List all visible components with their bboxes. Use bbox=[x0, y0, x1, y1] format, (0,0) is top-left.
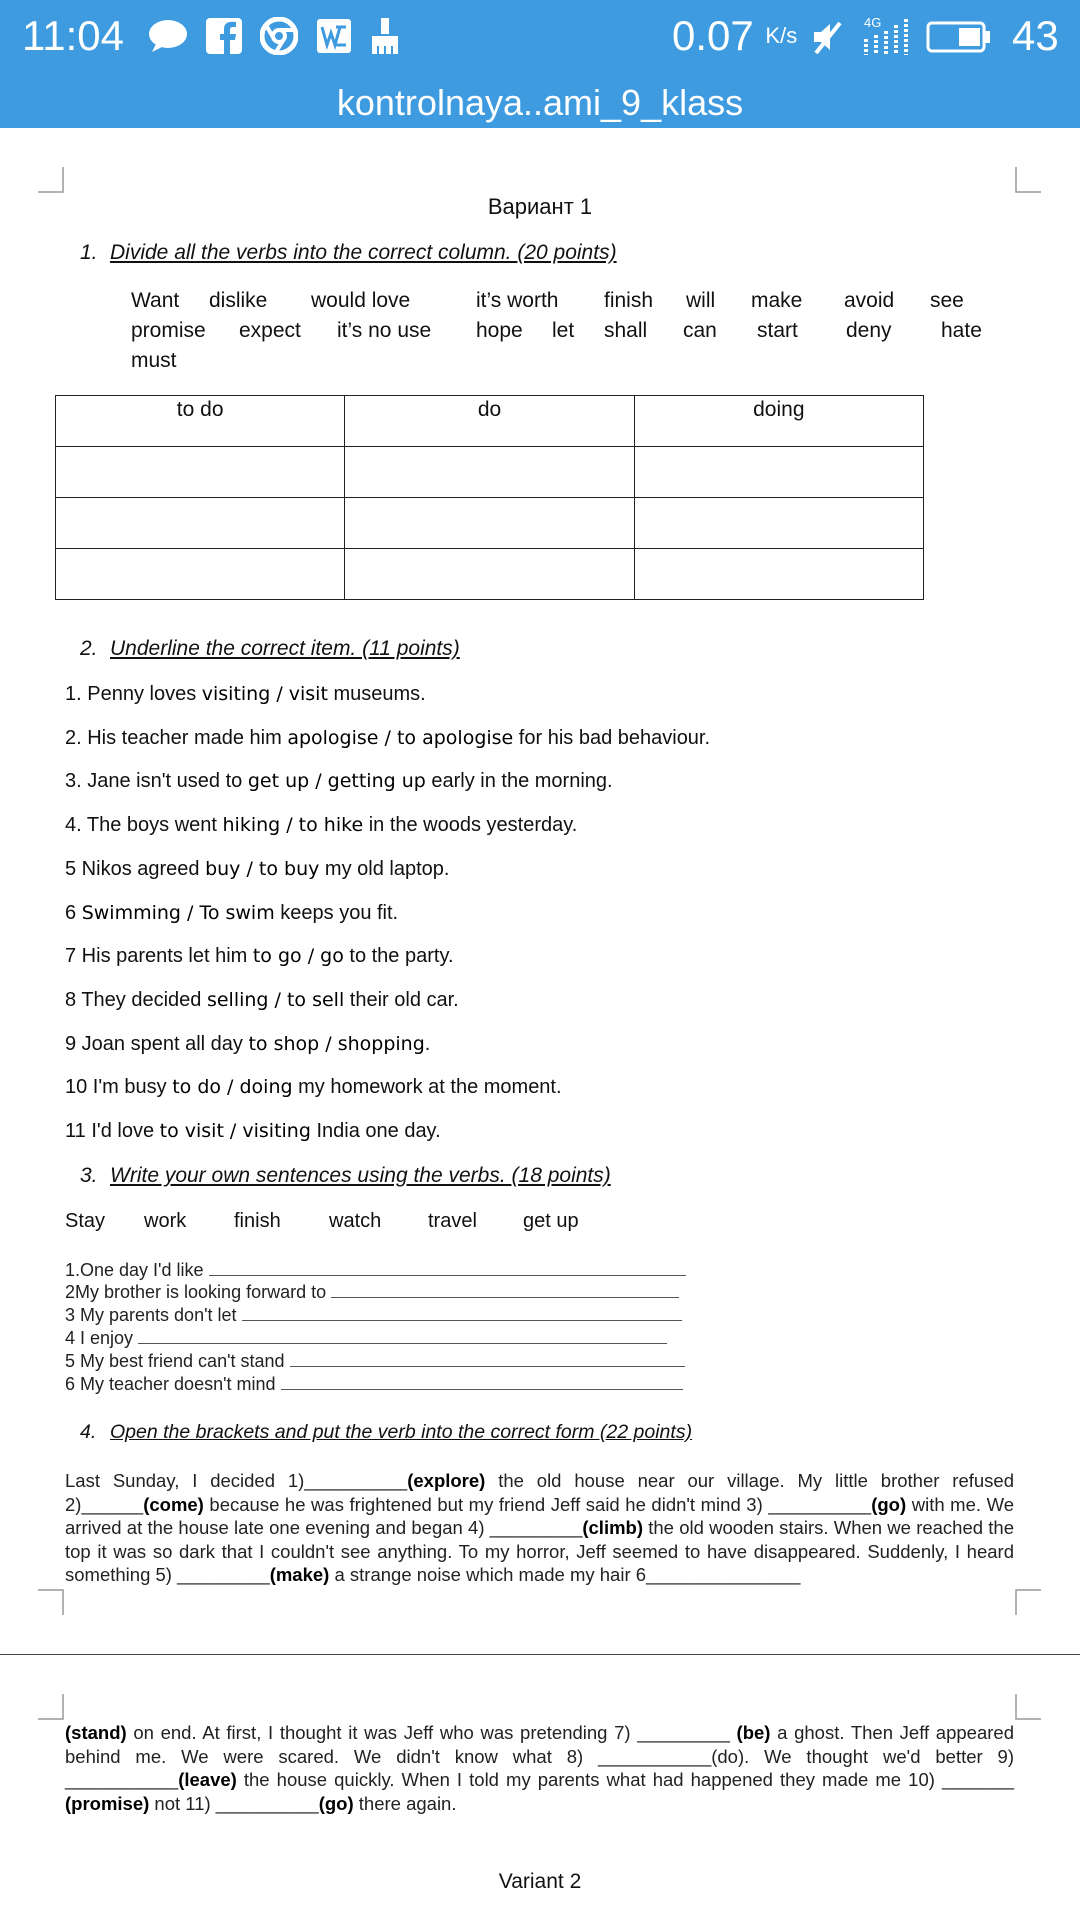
answer-options: to shop / shopping bbox=[248, 1032, 425, 1055]
page-corner-mark bbox=[1015, 1694, 1041, 1720]
task-number: 4. bbox=[80, 1421, 97, 1443]
column-header: do bbox=[345, 396, 634, 447]
verb-hint: (come) bbox=[143, 1493, 204, 1515]
chrome-icon bbox=[260, 17, 298, 55]
sentence-text: 7 His parents let him bbox=[65, 945, 253, 968]
sentence-text: to the party. bbox=[343, 945, 454, 968]
sentence-text: museums. bbox=[327, 683, 426, 705]
verb-hint: (stand) bbox=[65, 1722, 127, 1743]
blank-line bbox=[331, 1281, 679, 1298]
sentence-text: 11 I'd love bbox=[65, 1120, 160, 1142]
app-bar bbox=[0, 0, 1080, 128]
variant-heading: Вариант 1 bbox=[487, 194, 593, 219]
verb-table bbox=[55, 395, 924, 600]
net-speed bbox=[672, 10, 797, 62]
story-text: there again. bbox=[353, 1792, 457, 1814]
sentence-prompt: 3 My parents don't let bbox=[65, 1305, 237, 1325]
task-2-item bbox=[65, 727, 710, 750]
task-number: 2. bbox=[80, 637, 98, 660]
network-type: 4G bbox=[864, 15, 882, 30]
table-row bbox=[56, 447, 924, 498]
verb: see bbox=[930, 289, 964, 312]
sentence-text: 6 bbox=[65, 901, 82, 924]
net-speed-unit: K/s bbox=[765, 23, 798, 48]
table-cell bbox=[56, 447, 345, 498]
answer-options: hiking / to hike bbox=[222, 814, 364, 837]
verb: travel bbox=[428, 1210, 477, 1232]
verb: would love bbox=[311, 289, 411, 312]
task-title: Open the brackets and put the verb into the correct form (22 points) bbox=[110, 1421, 693, 1443]
answer-options: to do / doing bbox=[172, 1076, 293, 1099]
verb: Stay bbox=[65, 1210, 106, 1232]
table-cell bbox=[345, 447, 634, 498]
sentence-line bbox=[65, 1327, 667, 1349]
verb: let bbox=[552, 319, 575, 342]
verb: get up bbox=[523, 1210, 579, 1232]
sentence-prompt: 4 I enjoy bbox=[65, 1328, 134, 1348]
facebook-icon bbox=[206, 18, 242, 54]
sentence-text: for his bad behaviour. bbox=[513, 726, 711, 749]
battery-level: 43 bbox=[1012, 12, 1059, 59]
task-2-item bbox=[65, 683, 426, 706]
blank-line bbox=[242, 1304, 682, 1321]
task-2-item bbox=[65, 989, 459, 1012]
column-header: to do bbox=[56, 396, 345, 447]
task-4-heading bbox=[80, 1421, 692, 1444]
answer-options: visiting / visit bbox=[201, 683, 328, 705]
sentence-text: 8 They decided bbox=[65, 988, 207, 1011]
sentence-line bbox=[65, 1304, 682, 1326]
task-2-item bbox=[65, 902, 398, 925]
table-row bbox=[56, 549, 924, 600]
document-page[interactable] bbox=[0, 128, 1080, 1920]
sentence-text: 4. The boys went bbox=[65, 814, 223, 837]
story-paragraph-1 bbox=[65, 1469, 1014, 1587]
sentence-prompt: 1.One day I'd like bbox=[65, 1260, 204, 1280]
answer-options: get up / getting up bbox=[247, 770, 426, 793]
verb-hint: (climb) bbox=[582, 1517, 643, 1538]
verb: start bbox=[757, 319, 798, 342]
verb: finish bbox=[234, 1210, 281, 1232]
signal-indicator bbox=[860, 17, 912, 57]
verb: deny bbox=[846, 319, 892, 342]
sentence-text: 2. His teacher made him bbox=[65, 726, 288, 749]
verb-hint: (make) bbox=[269, 1564, 330, 1585]
table-cell bbox=[56, 549, 345, 600]
verb-hint: (leave) bbox=[178, 1769, 237, 1790]
sentence-text: 10 I'm busy bbox=[65, 1076, 173, 1099]
page-corner-mark bbox=[38, 1694, 64, 1720]
verb-hint: (go) bbox=[318, 1792, 354, 1814]
sentence-line bbox=[65, 1373, 683, 1395]
task-1-heading bbox=[80, 241, 617, 265]
verb: hate bbox=[941, 319, 982, 342]
verb: must bbox=[131, 349, 177, 372]
sentence-text: 5 Nikos agreed bbox=[65, 857, 206, 880]
story-text: because he was frightened but my friend Jeff said he didn't mind 3) __________ bbox=[203, 1493, 872, 1515]
task-2-item bbox=[65, 1033, 430, 1056]
document-title: kontrolnaya..ami_9_klass bbox=[336, 82, 744, 123]
task-2-item bbox=[65, 770, 613, 793]
sentence-text: . bbox=[424, 1032, 431, 1055]
story-paragraph-2 bbox=[65, 1721, 1014, 1815]
task-title: Write your own sentences using the verbs. (18 points) bbox=[110, 1164, 611, 1187]
story-text: a strange noise which made my hair 6_______________ bbox=[329, 1564, 801, 1585]
battery-icon bbox=[926, 21, 992, 53]
verb: shall bbox=[604, 319, 648, 342]
task-2-item bbox=[65, 814, 577, 837]
story-text: the house quickly. When I told my parents what had happened they made me 10) _______ bbox=[236, 1769, 1014, 1790]
table-cell bbox=[56, 498, 345, 549]
story-text: the old wooden stairs. When we reached the top it was so dark that I couldn't see anything. To my horror, Jeff seemed to have disappeared. Suddenly, I heard something 5) _________ bbox=[65, 1517, 1015, 1585]
task-number: 1. bbox=[80, 241, 98, 264]
verb-hint: (be) bbox=[736, 1722, 771, 1743]
cleaner-icon bbox=[370, 18, 400, 54]
answer-options: buy / to buy bbox=[205, 857, 320, 880]
sentence-prompt: 5 My best friend can't stand bbox=[65, 1351, 285, 1371]
variant-heading: Variant 2 bbox=[498, 1870, 582, 1893]
story-text: not 11) __________ bbox=[149, 1792, 319, 1814]
blank-line bbox=[138, 1327, 667, 1344]
sentence-text: early in the morning. bbox=[425, 770, 613, 793]
column-header: doing bbox=[634, 396, 923, 447]
table-cell bbox=[345, 498, 634, 549]
story-text: with me. We arrived at the house late one evening and began 4) _________ bbox=[65, 1493, 1015, 1538]
sentence-line bbox=[65, 1281, 679, 1303]
verb: will bbox=[686, 289, 716, 312]
answer-options: Swimming / To swim bbox=[81, 901, 275, 924]
story-text: on end. At first, I thought it was Jeff who was pretending 7) _________ bbox=[126, 1722, 737, 1743]
verb: watch bbox=[329, 1210, 382, 1232]
blank-line bbox=[290, 1350, 685, 1367]
verb: it’s worth bbox=[476, 289, 559, 312]
verb: promise bbox=[131, 319, 206, 342]
task-2-item bbox=[65, 858, 449, 881]
verb: hope bbox=[476, 319, 523, 342]
verb: expect bbox=[239, 319, 301, 342]
notification-icons bbox=[148, 14, 400, 58]
sentence-text: their old car. bbox=[344, 988, 459, 1011]
task-2-item bbox=[65, 945, 454, 968]
story-text: Last Sunday, I decided 1)__________ bbox=[65, 1470, 408, 1491]
mute-icon bbox=[810, 19, 846, 55]
sentence-text: 9 Joan spent all day bbox=[65, 1032, 249, 1055]
page-corner-mark bbox=[1015, 1589, 1041, 1615]
sentence-line bbox=[65, 1350, 685, 1372]
sentence-text: 3. Jane isn't used to bbox=[65, 770, 248, 793]
verb-hint: (promise) bbox=[65, 1792, 150, 1814]
sentence-line bbox=[65, 1259, 686, 1281]
story-text: a ghost. Then Jeff appeared behind me. We were scared. We didn't know what 8) ___________(do). We thought we'd better 9) ___________ bbox=[65, 1722, 1014, 1790]
blank-line bbox=[209, 1259, 686, 1276]
clock: 11:04 bbox=[22, 12, 124, 59]
verb: can bbox=[683, 319, 717, 342]
verb: avoid bbox=[844, 289, 895, 312]
verb: work bbox=[144, 1210, 187, 1232]
task-3-heading bbox=[80, 1164, 611, 1188]
task-number: 3. bbox=[80, 1164, 98, 1187]
task-2-item bbox=[65, 1120, 441, 1143]
sentence-prompt: 6 My teacher doesn't mind bbox=[65, 1374, 276, 1394]
page-separator bbox=[0, 1654, 1080, 1655]
blank-line bbox=[281, 1373, 683, 1390]
office-icon bbox=[316, 18, 352, 54]
answer-options: apologise / to apologise bbox=[287, 726, 514, 749]
answer-options: selling / to sell bbox=[206, 988, 345, 1011]
verb: Want bbox=[131, 289, 180, 312]
verb: make bbox=[751, 289, 803, 312]
system-icons bbox=[810, 16, 992, 58]
task-title: Divide all the verbs into the correct column. (20 points) bbox=[110, 241, 617, 264]
page-corner-mark bbox=[38, 167, 64, 193]
verb-hint: (go) bbox=[871, 1493, 907, 1515]
task-2-item bbox=[65, 1076, 562, 1099]
sentence-text: keeps you fit. bbox=[274, 901, 399, 924]
sentence-prompt: 2My brother is looking forward to bbox=[65, 1282, 327, 1302]
sentence-text: 1. Penny loves bbox=[65, 683, 202, 705]
table-cell bbox=[634, 498, 923, 549]
message-icon bbox=[148, 18, 188, 54]
verb: dislike bbox=[209, 289, 268, 312]
answer-options: to go / go bbox=[252, 945, 344, 968]
sentence-text: my old laptop. bbox=[319, 857, 450, 880]
table-cell bbox=[345, 549, 634, 600]
table-row bbox=[56, 498, 924, 549]
task-title: Underline the correct item. (11 points) bbox=[110, 637, 460, 660]
sentence-text: in the woods yesterday. bbox=[363, 814, 578, 837]
sentence-text: India one day. bbox=[310, 1120, 441, 1142]
verb: finish bbox=[604, 289, 654, 312]
verb: it’s no use bbox=[337, 319, 432, 342]
page-corner-mark bbox=[38, 1589, 64, 1615]
status-bar bbox=[0, 0, 1080, 72]
signal-icon bbox=[860, 17, 912, 57]
table-cell bbox=[634, 447, 923, 498]
answer-options: to visit / visiting bbox=[159, 1120, 311, 1142]
verb-hint: (explore) bbox=[407, 1470, 486, 1491]
sentence-text: my homework at the moment. bbox=[292, 1076, 562, 1099]
page-corner-mark bbox=[1015, 167, 1041, 193]
table-header-row bbox=[56, 396, 924, 447]
table-cell bbox=[634, 549, 923, 600]
task-2-heading bbox=[80, 637, 460, 661]
net-speed-value: 0.07 bbox=[672, 12, 754, 59]
story-text: the old house near our village. My little brother refused 2)______ bbox=[65, 1470, 1014, 1515]
